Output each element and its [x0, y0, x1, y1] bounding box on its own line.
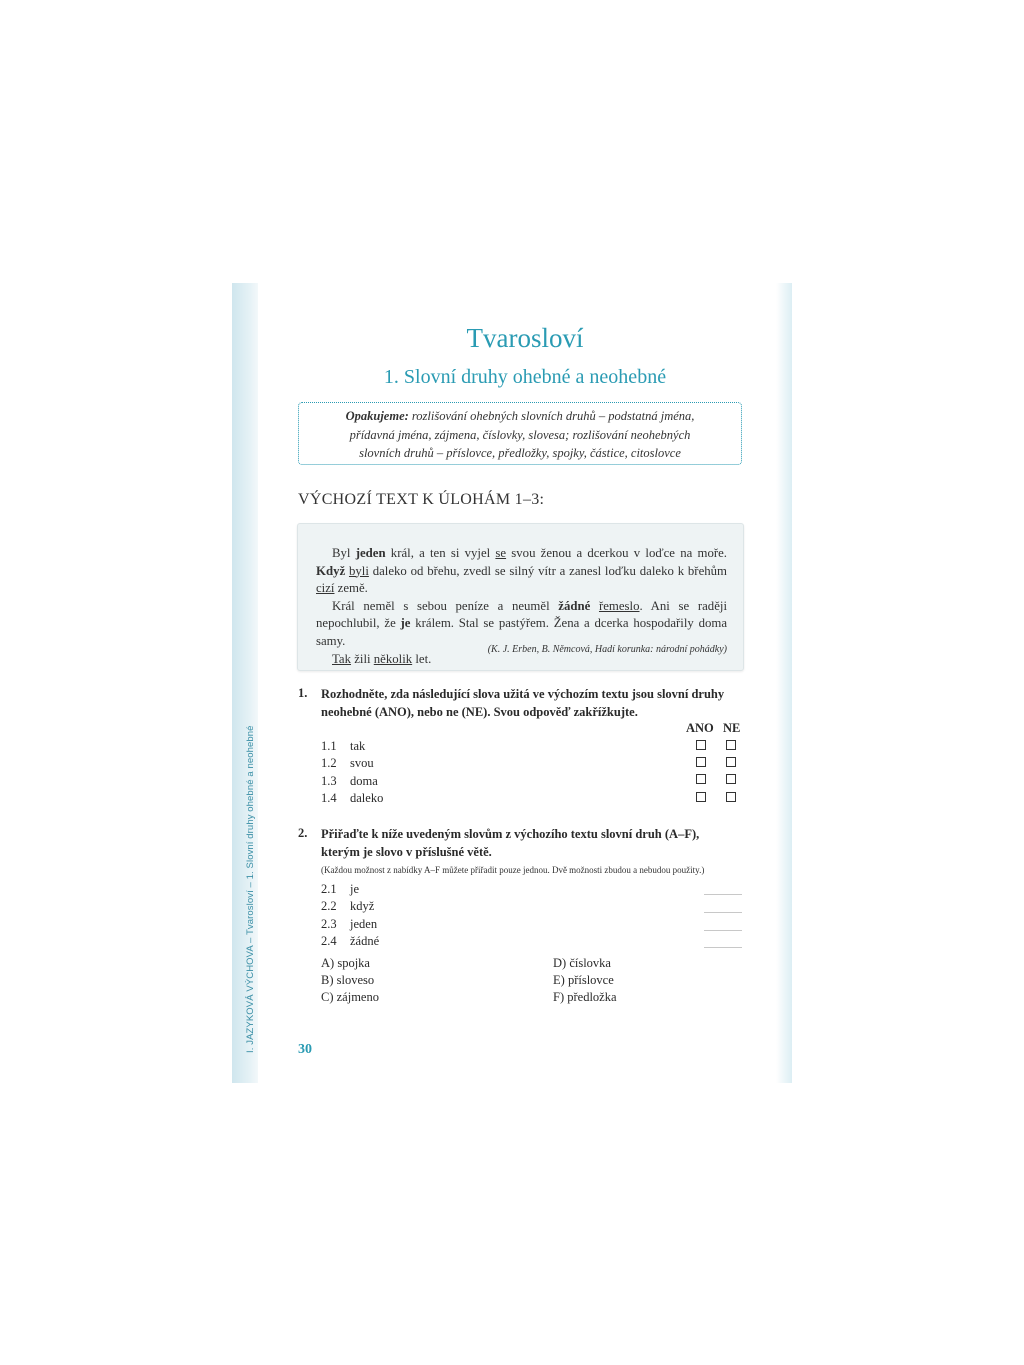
q1-item-word: daleko [350, 791, 384, 805]
q2-number: 2. [298, 826, 308, 840]
q2-item-word: když [350, 899, 375, 913]
q1-item-num: 1.2 [321, 756, 337, 770]
q1-number: 1. [298, 686, 308, 700]
q1-2-ne-checkbox[interactable] [726, 757, 736, 767]
q2-1-answer-line[interactable] [704, 894, 742, 895]
source-citation: (K. J. Erben, B. Němcová, Hadí korunka: národní pohádky) [487, 644, 727, 655]
q2-instruction: Přiřaďte k níže uvedeným slovům z výchozího textu slovní druh (A–F), kterým je slovo v příslušné větě. [321, 827, 700, 859]
q1-4-ano-checkbox[interactable] [696, 792, 706, 802]
q1-1-ne-checkbox[interactable] [726, 740, 736, 750]
page-number: 30 [298, 1042, 312, 1057]
spine-bar [232, 283, 258, 1083]
q2-item-num: 2.4 [321, 934, 337, 948]
column-ano: ANO [686, 721, 714, 735]
option-b: B) sloveso [321, 973, 375, 987]
q2-item-word: je [350, 882, 360, 896]
q2-3-answer-line[interactable] [704, 930, 742, 931]
paragraph-2: Král neměl s sebou peníze a neuměl žádné řemeslo. Ani se raději nepochlubil, že je králem. Stal se pastýřem. Žena a dcerka hospodařily doma samy. [316, 598, 727, 648]
review-label: Opakujeme: [345, 409, 409, 423]
q2-item-num: 2.1 [321, 882, 337, 896]
review-line-2: přídavná jména, zájmena, číslovky, slovesa; rozlišování neohebných [349, 427, 691, 442]
page-edge-shadow [776, 283, 792, 1083]
page-title: Tvarosloví [466, 323, 584, 353]
q2-item-num: 2.3 [321, 917, 337, 931]
q1-2-ano-checkbox[interactable] [696, 757, 706, 767]
q2-note: (Každou možnost z nabídky A–F můžete přiřadit pouze jednou. Dvě možnosti zbudou a nebudou použity.) [321, 865, 705, 875]
q2-item-word: žádné [350, 934, 380, 948]
review-box [298, 402, 742, 465]
q1-3-ne-checkbox[interactable] [726, 774, 736, 784]
q1-item-word: svou [350, 756, 374, 770]
column-ne: NE [723, 721, 741, 735]
q1-item-word: tak [350, 739, 366, 753]
q1-3-ano-checkbox[interactable] [696, 774, 706, 784]
page-subtitle: 1. Slovní druhy ohebné a neohebné [383, 366, 667, 388]
q1-instruction: Rozhodněte, zda následující slova užitá ve výchozím textu jsou slovní druhy neohebné (ANO), nebo ne (NE). Svou odpověď zakřížkujte. [321, 687, 725, 719]
review-line-3: slovních druhů – příslovce, předložky, spojky, částice, citoslovce [359, 446, 681, 460]
q1-4-ne-checkbox[interactable] [726, 792, 736, 802]
option-e: E) příslovce [553, 973, 614, 987]
option-f: F) předložka [553, 990, 617, 1004]
q1-item-num: 1.3 [321, 774, 337, 788]
review-line-1: Opakujeme: rozlišování ohebných slovních druhů – podstatná jména, [345, 409, 695, 423]
section-heading: VÝCHOZÍ TEXT K ÚLOHÁM 1–3: [298, 491, 545, 508]
paragraph-3: Tak žili několik let. [332, 651, 432, 666]
q2-item-num: 2.2 [321, 899, 337, 913]
spine-caption: I. JAZYKOVÁ VÝCHOVA – Tvarosloví – 1. Slovní druhy ohebné a neohebné [245, 725, 256, 1053]
q1-item-num: 1.4 [321, 791, 337, 805]
option-d: D) číslovka [553, 956, 611, 970]
q1-item-num: 1.1 [321, 739, 337, 753]
q2-4-answer-line[interactable] [704, 947, 742, 948]
q1-item-word: doma [350, 774, 378, 788]
option-c: C) zájmeno [321, 990, 379, 1004]
source-text-box [297, 523, 744, 671]
q2-2-answer-line[interactable] [704, 912, 742, 913]
q2-item-word: jeden [350, 917, 378, 931]
option-a: A) spojka [321, 956, 370, 970]
paragraph-1: Byl jeden král, a ten si vyjel se svou ženou a dcerkou v loďce na moře. Když byli daleko od břehu, zvedl se silný vítr a zanesl loďku daleko k břehům cizí země. [316, 546, 727, 596]
q1-1-ano-checkbox[interactable] [696, 740, 706, 750]
textbook-page [232, 283, 792, 1083]
